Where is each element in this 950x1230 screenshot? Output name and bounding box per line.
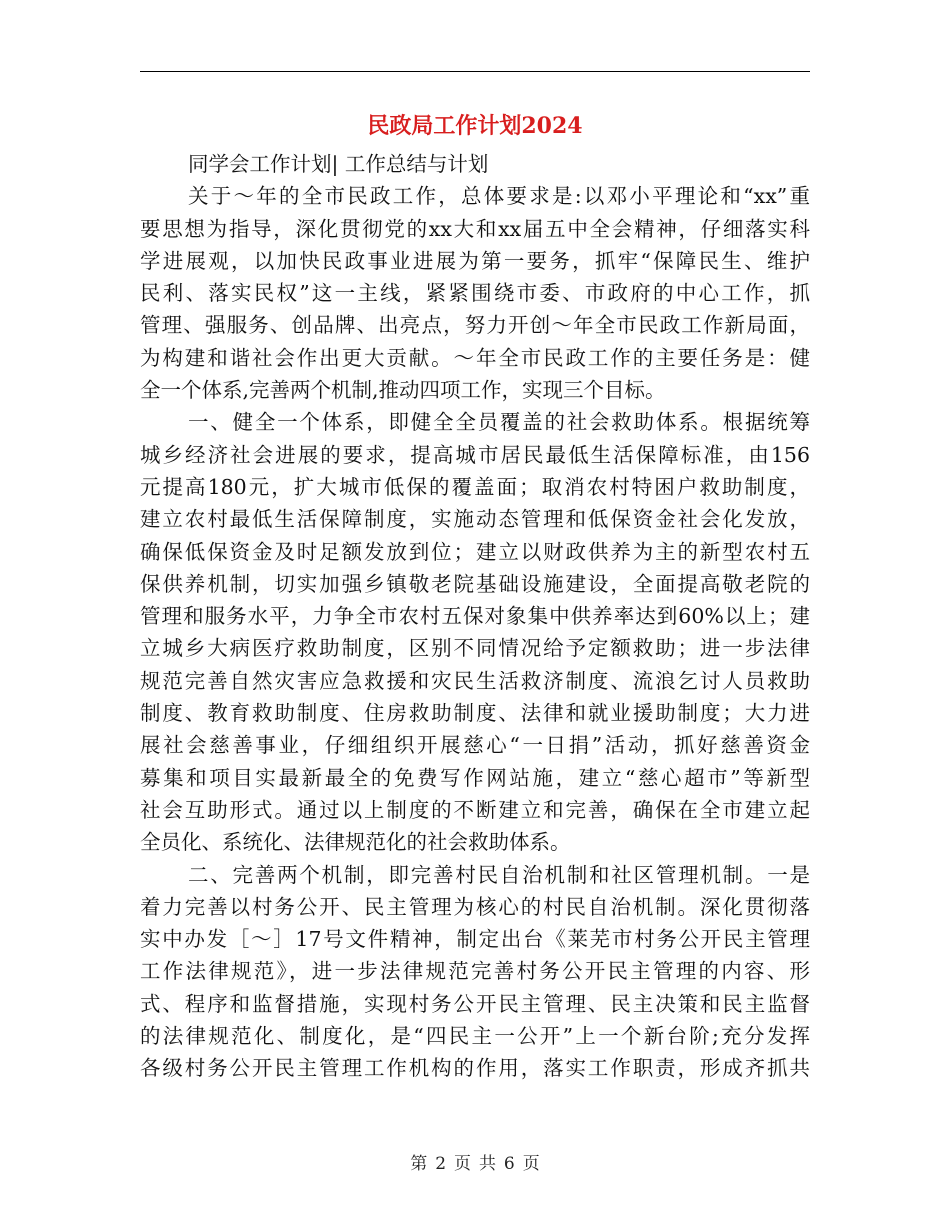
text-line: 全员化、系统化、法律规范化的社会救助体系。 — [140, 830, 571, 855]
text-line: 展社会慈善事业，仔细组织开展慈心“一日捐”活动，抓好慈善资金 — [140, 733, 810, 758]
document-body — [140, 148, 810, 1085]
text-line: 管理和服务水平，力争全市农村五保对象集中供养率达到60%以上；建 — [140, 604, 810, 629]
text-line: 制度、教育救助制度、住房救助制度、法律和就业援助制度；大力进 — [140, 701, 810, 726]
text-line: 式、程序和监督措施，实现村务公开民主管理、民主决策和民主监督 — [140, 991, 810, 1016]
text-line: 保供养机制，切实加强乡镇敬老院基础设施建设，全面提高敬老院的 — [140, 571, 810, 596]
text-line: 社会互助形式。通过以上制度的不断建立和完善，确保在全市建立起 — [140, 797, 810, 822]
text-line: 为构建和谐社会作出更大贡献。～年全市民政工作的主要任务是：健 — [140, 345, 810, 370]
text-line: 建立农村最低生活保障制度，实施动态管理和低保资金社会化发放， — [140, 507, 810, 532]
text-line: 各级村务公开民主管理工作机构的作用，落实工作职责，形成齐抓共 — [140, 1056, 810, 1081]
text-line: 一、健全一个体系，即健全全员覆盖的社会救助体系。根据统筹 — [188, 410, 810, 435]
text-line: 二、完善两个机制，即完善村民自治机制和社区管理机制。一是 — [188, 862, 810, 887]
text-line: 关于～年的全市民政工作，总体要求是:以邓小平理论和“xx”重 — [188, 184, 810, 209]
text-line: 着力完善以村务公开、民主管理为核心的村民自治机制。深化贯彻落 — [140, 894, 810, 919]
text-line: 学进展观，以加快民政事业进展为第一要务，抓牢“保障民生、维护 — [140, 248, 810, 273]
text-line: 同学会工作计划| 工作总结与计划 — [188, 152, 489, 176]
text-line: 确保低保资金及时足额发放到位；建立以财政供养为主的新型农村五 — [140, 539, 810, 564]
text-line: 全一个体系,完善两个机制,推动四项工作，实现三个目标。 — [140, 378, 666, 403]
text-line: 管理、强服务、创品牌、出亮点，努力开创～年全市民政工作新局面， — [140, 313, 810, 338]
header-rule — [140, 71, 810, 72]
text-line: 立城乡大病医疗救助制度，区别不同情况给予定额救助；进一步法律 — [140, 636, 810, 661]
text-line: 元提高180元，扩大城市低保的覆盖面；取消农村特困户救助制度， — [140, 474, 810, 499]
text-line: 城乡经济社会进展的要求，提高城市居民最低生活保障标准，由156 — [140, 442, 810, 467]
text-line: 实中办发［～］17号文件精神，制定出台《莱芜市村务公开民主管理 — [140, 927, 810, 952]
text-line: 规范完善自然灾害应急救援和灾民生活救济制度、流浪乞讨人员救助 — [140, 668, 810, 693]
text-line: 的法律规范化、制度化，是“四民主一公开”上一个新台阶;充分发挥 — [140, 1024, 810, 1049]
text-line: 要思想为指导，深化贯彻党的xx大和xx届五中全会精神，仔细落实科 — [140, 216, 810, 241]
text-line: 工作法律规范》，进一步法律规范完善村务公开民主管理的内容、形 — [140, 959, 810, 984]
page-footer: 第 2 页 共 6 页 — [410, 1154, 540, 1174]
text-line: 募集和项目实最新最全的免费写作网站施，建立“慈心超市”等新型 — [140, 765, 810, 790]
document-title: 民政局工作计划2024 — [367, 113, 583, 139]
text-line: 民利、落实民权”这一主线，紧紧围绕市委、市政府的中心工作，抓 — [140, 281, 810, 306]
